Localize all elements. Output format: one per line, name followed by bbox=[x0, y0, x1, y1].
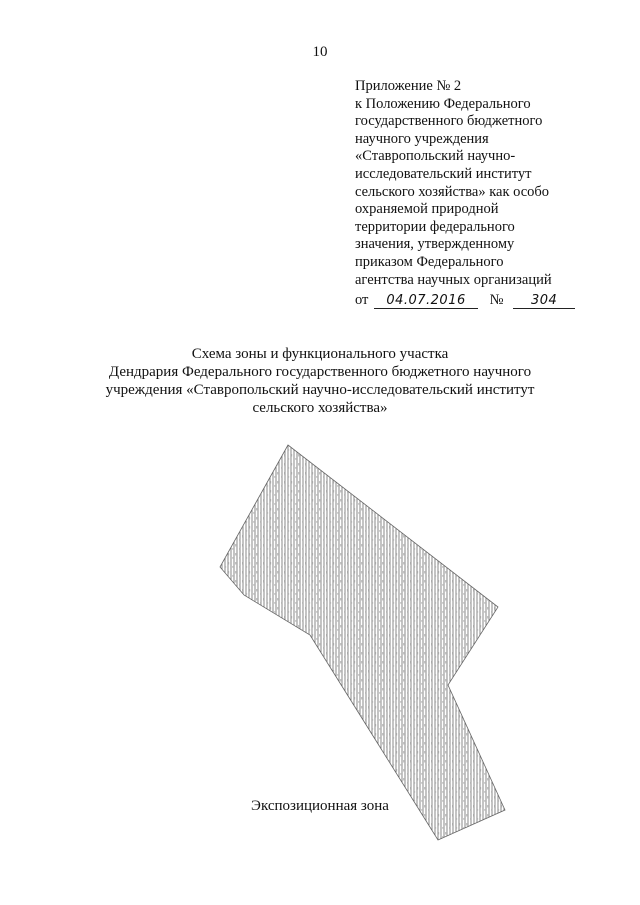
appendix-line: значения, утвержденному bbox=[355, 236, 515, 253]
zone-texture bbox=[220, 445, 505, 840]
title-line: учреждения «Ставропольский научно-исследовательский институт bbox=[105, 382, 535, 398]
page-number: 10 bbox=[312, 44, 328, 60]
appendix-line: государственного бюджетного bbox=[355, 113, 543, 130]
appendix-line: охраняемой природной bbox=[355, 201, 499, 218]
title-line: сельского хозяйства» bbox=[252, 400, 388, 416]
order-prefix: от bbox=[355, 292, 369, 309]
title-line: Дендрария Федерального государственного бюджетного научного bbox=[108, 364, 532, 380]
appendix-line: агентства научных организаций bbox=[355, 271, 552, 288]
appendix-block bbox=[355, 78, 615, 310]
appendix-line: Приложение № 2 bbox=[355, 78, 462, 94]
zone-map bbox=[200, 425, 540, 845]
appendix-line: «Ставропольский научно- bbox=[355, 148, 516, 165]
appendix-line: сельского хозяйства» как особо bbox=[355, 183, 550, 200]
appendix-line: территории федерального bbox=[355, 218, 515, 235]
order-line bbox=[355, 292, 615, 310]
map-caption: Экспозиционная зона bbox=[251, 798, 389, 814]
order-number-sign: № bbox=[489, 292, 504, 309]
appendix-line: исследовательский институт bbox=[355, 165, 532, 182]
appendix-line: к Положению Федерального bbox=[355, 95, 531, 112]
order-date: 04.07.2016 bbox=[374, 294, 478, 309]
order-number: 304 bbox=[513, 294, 575, 309]
appendix-line: приказом Федерального bbox=[355, 253, 504, 270]
title-line: Схема зоны и функционального участка bbox=[191, 346, 449, 362]
appendix-line: научного учреждения bbox=[355, 130, 489, 147]
scheme-title bbox=[0, 345, 640, 417]
